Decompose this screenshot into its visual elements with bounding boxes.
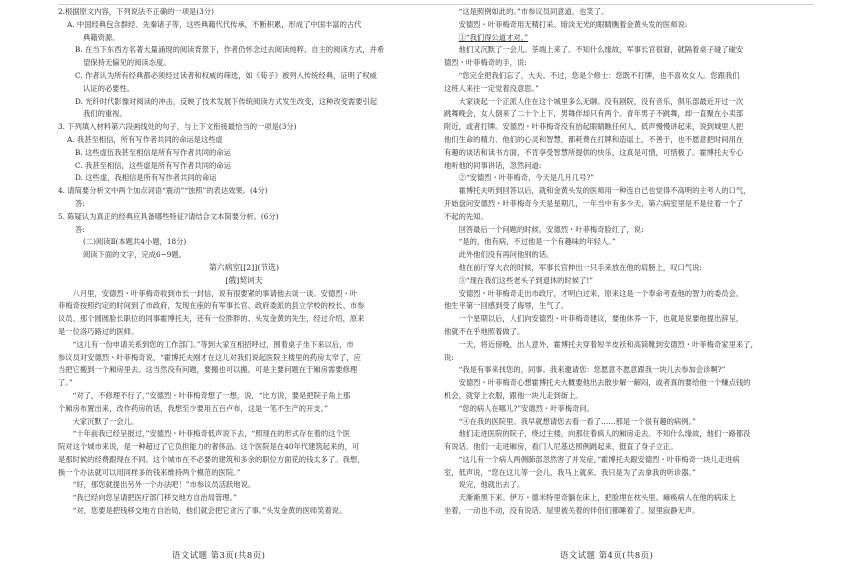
text-line: “④在我的医院里。我早就想请您去看一看了……那是一个很有趣的病例。” <box>458 416 696 426</box>
text-line: “对，您要是把钱移交地方自治局，他们就会把它贪污了事。”头发金黄的医师笑着说。 <box>72 506 347 516</box>
text-line: 地听他的同事讲话，忽然问道: <box>444 160 542 170</box>
text-line: 安德烈・叶菲梅奇用无精打采、暗淡无光的眼睛瞧着金黄头发的医师说: <box>458 19 688 29</box>
text-line: 安德烈・叶菲梅奇心想霍博托夫大概要他出去散步解一解闷，或者真的要给他一个赚点钱的 <box>458 378 751 388</box>
text-line: “这是照例如此的。”市参议员同意道，也笑了。 <box>458 7 609 16</box>
text-line: 一个星期以后，人们向安德烈・叶菲梅奇建议，要他休养一下，也就是说要他提出辞呈， <box>458 314 744 324</box>
text-line: 一天，将近傍晚，出人意外，霍博托夫穿着短羊皮袄和高筒靴到安德烈・叶菲梅奇家里来了， <box>458 339 758 349</box>
text-line: 霍博托夫听到回答以后，就和金黄头发的医师用一种连自己也觉得不高明的主考人的口气， <box>458 186 751 196</box>
text-line: C. 我甚至相信，这些虚是所有写作者共同的命运 <box>75 160 231 170</box>
text-line: 他们走进医院的院子，绕过主楼，向那住着疯人的厢房走去。不知什么缘故，他们一路都没 <box>458 429 751 439</box>
text-line: 他们生命的精力、他们的心灵和智慧，都耗费在打牌和造谣上，不善于，也不愿意把时间用在 <box>444 134 744 144</box>
right-page-column <box>444 6 814 518</box>
text-line: (二)阅读Ⅱ(本题共4小题，18分) <box>83 237 187 247</box>
text-line: 议员、那个圆圆脸长职位的同事霍博托夫，还有一位胖胖的、头发金黄的先生，经过介绍，原来 <box>58 314 365 324</box>
text-line: 是那时候的经费跟现在不同。这个城市在不必要的建筑和多余的职位方面花的钱太多了。我想， <box>58 454 365 464</box>
text-line: “十年前我已经呈报过，”安德烈・叶菲梅奇低声说下去，“照现在的形式存在着的这个医 <box>72 429 351 439</box>
text-line: 有说话。他们一走进厢房，看门人尼基达照例跳起来，挺直了身子立正。 <box>444 442 678 452</box>
text-line: 当把它搬到一个厢房里去。这当然没有问题，要搬也可以搬，可是主要问题在于厢房需要修理 <box>58 365 358 375</box>
text-line: “您的病人在哪儿?”安德烈・叶菲梅奇问。 <box>458 403 595 413</box>
text-line: 3. 下列填入材料第六段画线处的句子，与上下文衔接最恰当的一项是(3分) <box>58 122 297 132</box>
text-line: 5. 陈疑认为真正的经典应具备哪些特征?请结合文本简要分析。(6分) <box>58 211 279 221</box>
text-line: 个厢房布置出来，改作药房的话，我想至少要用五百卢布，这是一笔不生产的开支。” <box>58 403 329 413</box>
text-line: “我是有事来找您的，同事。我来邀请您：您愿意不愿意跟我一块儿去参加会诊啊?” <box>458 365 726 375</box>
text-line: ②“安德烈・叶菲梅奇，今天是几月几号?” <box>458 173 595 183</box>
text-line: ①“我们得公道才对。” <box>458 32 529 42</box>
text-line: A. 中国经典包含群经、先秦诸子等，这些典籍代代传承，不断积累，形成了中国丰富的古代 <box>67 19 362 29</box>
text-line: 答: <box>75 198 85 208</box>
text-line: 答: <box>75 224 85 234</box>
text-line: 室，低声说，“您在这儿等一会儿，我马上就来。我只是为了去拿我的听诊器。” <box>444 467 696 477</box>
text-line: 大家沉默了一会儿。 <box>72 416 139 426</box>
text-line: “您完全把我们忘了，大夫。不过，您是个修士：您既不打牌，也不喜欢女人。您跟我们 <box>458 70 740 80</box>
text-line: 菲梅奇按照约定的时间到了市政府，发现在座的有军事长官、政府委派的县立学校的校长、市参 <box>58 301 365 311</box>
text-line: 2.根据原文内容，下列说法不正确的一项是(3分) <box>58 7 214 16</box>
text-line: 坐着，一动也不动，没有说话。屋里被关着的伴侣们都睡着了。屋里寂静无声。 <box>444 506 700 516</box>
text-line: 阅读下面的文字，完成6~9题。 <box>83 250 186 260</box>
text-line: B. 这些虚伍我甚至相信是所有写作者共同的命运 <box>75 147 231 157</box>
text-line: 是一位洛巧路过的医师。 <box>58 326 139 336</box>
text-line: 有趣的谈话和读书方面，不肯享受智慧所提供的快乐，这真是可惜，可惜极了。霍博托夫专心 <box>444 147 744 157</box>
text-line: 他就不在乎地照着做了。 <box>444 326 525 336</box>
text-line: 典籍资源。 <box>83 32 120 42</box>
right-page-footer: 语文试题 第4页(共8页) <box>560 550 654 560</box>
text-line: 说完，他就出去了。 <box>458 480 525 490</box>
left-page-footer: 语文试题 第3页(共8页) <box>172 550 266 560</box>
text-line: 此外他们没有再问他别的话。 <box>458 250 554 260</box>
text-line: “这儿有一份申请关系到您的工作部门。”等到大家互相招呼过，围着桌子坐下来以后，市 <box>72 339 354 349</box>
text-line: 他们又沉默了一会儿。茶端上来了。不知什么缘故，军事长官很窘，就隔着桌子碰了碰安 <box>458 45 744 55</box>
text-line: 附近，或者打牌。安德烈・叶菲梅奇没有抬起眼睛瞧任何人，低声慢慢讲起来，说到城里人把 <box>444 122 744 132</box>
text-line: ③“现在我们这些老头子到退休的时候了!” <box>458 275 594 285</box>
text-line: “我已经向您呈请把医疗部门移交地方自治局管理。” <box>72 493 237 503</box>
text-line: C. 作者认为所有经典都必须经过读者和权威的筛选，如《荀子》被列入传统经典，证明了权威 <box>75 70 377 80</box>
text-line: 不起的先知。 <box>444 211 488 221</box>
text-line: “这儿有一个病人两侧肺部忽然害了并发症，”霍博托夫跟安德烈・叶菲梅奇一块儿走进病 <box>458 454 740 464</box>
text-line: 我们的重视。 <box>83 109 127 119</box>
text-line: 换一个办法就可以用同样多的钱来维持两个模范的医院。” <box>58 467 241 477</box>
text-line: 认证的必要性。 <box>83 83 135 93</box>
text-line: D. 这些虚，我相信是所有写作者共同的命运 <box>75 173 217 183</box>
text-line: A. 我甚至相信，所有写作者共同的命运是这些虚 <box>67 134 223 144</box>
text-line: 回答最后一个问题的时候，安德烈・叶菲梅奇脸红了，说: <box>458 224 644 234</box>
top-rule <box>58 4 814 5</box>
text-line: 八月里，安德烈・叶菲梅奇收到市长一封信，说有很要紧的事请他去谈一谈。安德烈・叶 <box>72 288 358 298</box>
text-line: 望保持无偏见的阅读态度。 <box>83 58 171 68</box>
text-line: 说: <box>444 352 454 362</box>
text-line: 4. 请简要分析文中两个加点词语“震动”“蚀照”的表达效果。(4分) <box>58 186 268 196</box>
text-line: 开始盘问安德烈・叶菲梅奇今天是星期几，一年当中有多少天，第六病室里是不是住着一个了 <box>444 198 744 208</box>
text-line: 了。” <box>58 378 73 388</box>
text-line: 德烈・叶菲梅奇的手，说: <box>444 58 527 68</box>
text-line: [俄]契诃夫 <box>225 275 263 285</box>
text-line: 院对这个城市来说，是一种超过了它负担能力的奢侈品。这个医院是在40年代建筑起来的，可 <box>58 442 360 452</box>
text-line: D. 光纤时代影像对阅读的冲击，反映了技术发展下传统阅读方式发生改变，这种改变需要引起 <box>75 96 378 106</box>
text-line: 跳舞晚会，女人倒来了二十个上下，男舞伴却只有两个。青年男子不跳舞，却一直聚在小卖部 <box>444 109 744 119</box>
text-line: 他在前厅穿大衣的时候，军事长官伸出一只手来放在他的肩膀上，叹口气说: <box>458 262 702 272</box>
left-page-column <box>58 6 430 518</box>
text-line: “好，那您就提出另外一个办法吧！”市参议员活跃地说。 <box>72 480 256 490</box>
text-line: “是的，他有病，不过他是一个有趣味的年轻人。” <box>458 237 616 247</box>
text-line: 安德烈・叶菲梅奇走出市政厅，才明白过来，原来这是一个奉命考查他的智力的委员会。 <box>458 288 744 298</box>
text-line: 这班人来往一定觉着没意思。” <box>444 83 539 93</box>
text-line: 第六病室[[2]](节选) <box>209 262 279 272</box>
text-line: 参议员对安德烈・叶菲梅奇说，“霍博托夫刚才在这儿对我们说起医院主楼里的药房太窄了，应 <box>58 352 361 362</box>
text-line: 机会，就穿上衣服，跟他一块儿走到街上。 <box>444 390 583 400</box>
text-line: 天渐渐黑下来。伊万・德米特里奇躺在床上，把脸埋在枕头里。瘫痪病人在他的病床上 <box>458 493 736 503</box>
text-line: 他生平第一回感到受了侮辱，生气了。 <box>444 301 569 311</box>
text-line: 大家谈起一个正派人住在这个城里多么无聊。没有剧院，没有音乐，俱乐部最近开过一次 <box>458 96 744 106</box>
text-line: B. 在当下东西方名著大量涌现的阅读背景下，作者仍怀念过去阅读纯粹、自主的阅读方式，并希 <box>75 45 385 55</box>
text-line: “对了，不修理不行了，”安德烈・叶菲梅奇想了一想，说，“比方说，要是把院子角上那 <box>72 390 351 400</box>
